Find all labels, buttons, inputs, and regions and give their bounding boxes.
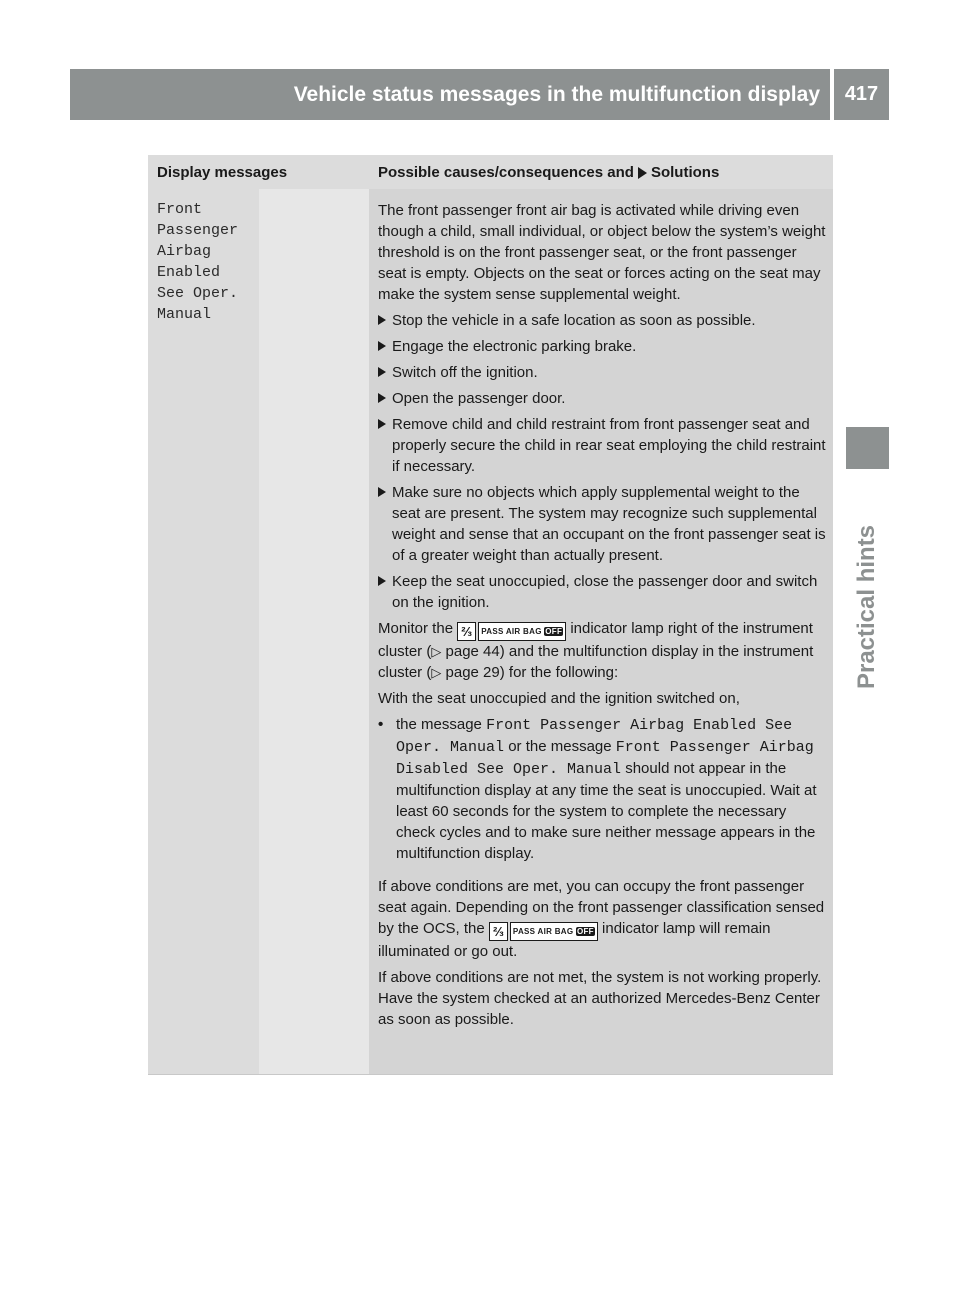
monitor-text: Monitor the ⅔ PASS AIR BAG OFF indicator lamp right of the instrument cluster (▷ page 44) and the multifunction display in the instrument cluster (▷ page 29) for the following: [378, 620, 814, 681]
table-header [148, 155, 833, 189]
col-header-causes-solutions: Possible causes/consequences and Solutions [378, 164, 720, 181]
display-message: Front Passenger Airbag Enabled See Oper. Manual [157, 201, 239, 323]
intro-text: The front passenger front air bag is activated while driving even though a child, small individual, or object below the system’s weight threshold is on the front passenger seat, or the front passenger seat is empty. Objects on the seat or forces acting on the seat may make the system sense supplemental weight. [378, 202, 826, 303]
header-title: Vehicle status messages in the multifunction display [293, 82, 820, 106]
page-ref-link[interactable]: page 44 [445, 643, 500, 660]
solutions-cell [369, 189, 833, 1074]
pass-air-bag-off-indicator-icon: ⅔ PASS AIR BAG OFF [457, 622, 566, 641]
col-header-display-messages: Display messages [157, 164, 288, 181]
arrow-icon [638, 167, 647, 179]
arrow-icon [378, 482, 386, 566]
step-item: Engage the electronic parking brake. [378, 336, 829, 357]
page-ref-icon: ▷ [431, 665, 442, 680]
page-number: 417 [834, 69, 889, 120]
step-item: Remove child and child restraint from front passenger seat and properly secure the child in rear seat employing the child restraint if necessary. [378, 414, 829, 477]
table-row [148, 189, 833, 1075]
step-item: Keep the seat unoccupied, close the passenger door and switch on the ignition. [378, 571, 829, 613]
arrow-icon [378, 336, 386, 357]
step-item: Switch off the ignition. [378, 362, 829, 383]
page-ref-icon: ▷ [431, 644, 442, 659]
step-item: Make sure no objects which apply supplemental weight to the seat are present. The system may recognize such supplemental weight and sense that an occupant on the front passenger seat is of a greater weight than actually present. [378, 482, 829, 566]
side-tab-marker [846, 427, 889, 469]
occupy-text: If above conditions are met, you can occupy the front passenger seat again. Depending on the front passenger classification sensed by the OCS, the ⅔ PASS AIR BAG OFF indicator lamp will remain illuminated or go out. [378, 878, 825, 960]
step-item: Stop the vehicle in a safe location as soon as possible. [378, 310, 829, 331]
arrow-icon [378, 414, 386, 477]
spacer-column [259, 189, 369, 1074]
arrow-icon [378, 571, 386, 613]
pass-air-bag-off-indicator-icon: ⅔ PASS AIR BAG OFF [489, 922, 598, 941]
display-message-cell [148, 189, 259, 1074]
bullet-icon: • [378, 716, 384, 733]
with-seat-text: With the seat unoccupied and the ignition switched on, [378, 690, 740, 707]
page-header [70, 69, 830, 120]
arrow-icon [378, 362, 386, 383]
messages-table [148, 155, 833, 1075]
section-label: Practical hints [853, 524, 881, 690]
page-ref-link[interactable]: page 29 [445, 664, 500, 681]
not-met-text: If above conditions are not met, the system is not working properly. Have the system checked at an authorized Mercedes-Benz Center as soon as possible. [378, 969, 822, 1028]
arrow-icon [378, 310, 386, 331]
bullet-item: • the message Front Passenger Airbag Enabled See Oper. Manual or the message Front Passenger Airbag Disabled See Oper. Manual should not appear in the multifunction display at any time the seat is unoccupied. Wait at least 60 seconds for the system to complete the necessary check cycles and to make sure neither message appears in the multifunction display. [378, 716, 817, 862]
arrow-icon [378, 388, 386, 409]
step-item: Open the passenger door. [378, 388, 829, 409]
